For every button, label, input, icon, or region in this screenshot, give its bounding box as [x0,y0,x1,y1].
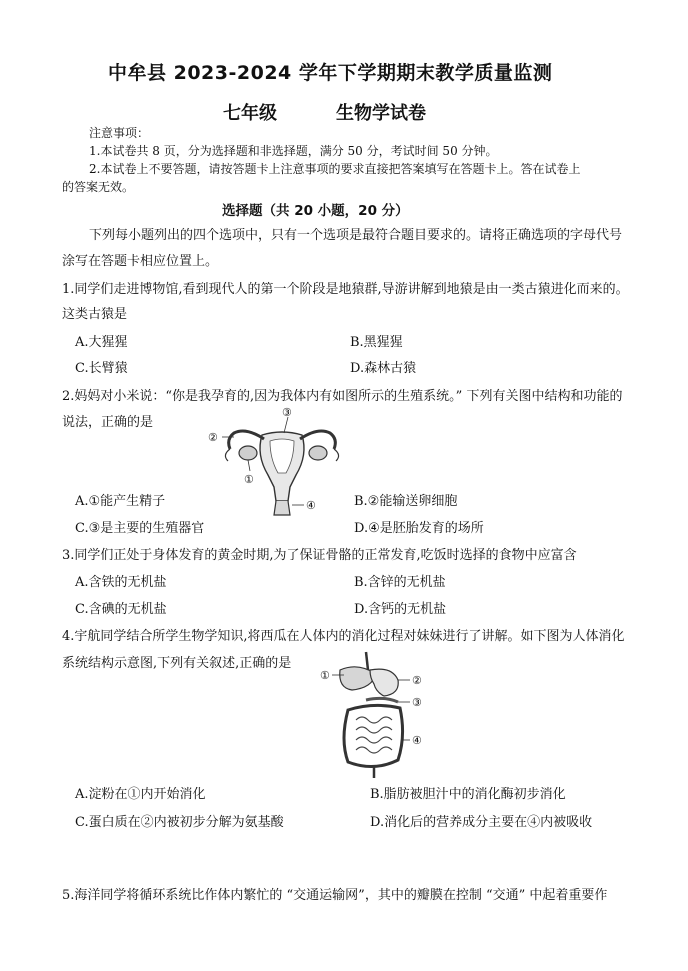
q2-stem-1: 2.妈妈对小米说：“你是我孕育的,因为我体内有如图所示的生殖系统。” 下列有关图中结构和功能的 [62,389,623,404]
q4-stem-1: 4.宇航同学结合所学生物学知识,将西瓜在人体内的消化过程对妹妹进行了讲解。如下图为人体消化 [62,629,625,644]
q4-label-2: ② [412,674,422,687]
section-title: 选择题（共 20 小题，20 分） [222,203,409,219]
notice-line-2b: 的答案无效。 [62,180,135,194]
q2-label-3: ③ [282,406,292,419]
q2-option-a: A.①能产生精子 [75,494,166,509]
exam-title: 中牟县 2023-2024 学年下学期期末教学质量监测 [108,62,553,84]
notice-line-1: 1.本试卷共 8 页，分为选择题和非选择题，满分 50 分，考试时间 50 分钟。 [89,144,498,158]
notice-line-2a: 2.本试卷上不要答题，请按答题卡上注意事项的要求直接把答案填写在答题卡上。答在试卷上 [89,162,581,176]
q3-option-a: A.含铁的无机盐 [75,575,167,590]
q4-option-b: B.脂肪被胆汁中的消化酶初步消化 [370,787,566,802]
q2-label-2: ② [208,431,218,444]
q1-stem-1: 1.同学们走进博物馆,看到现代人的第一个阶段是地猿群,导游讲解到地猿是由一类古猿进化而来的。 [62,282,629,297]
q2-option-c: C.③是主要的生殖器官 [75,521,205,536]
q2-option-b: B.②能输送卵细胞 [354,494,458,509]
notice-heading: 注意事项： [89,126,150,140]
q3-option-d: D.含钙的无机盐 [354,602,447,617]
subject-label: 生物学试卷 [336,103,426,124]
q2-option-d: D.④是胚胎发育的场所 [354,521,484,536]
q2-label-1: ① [244,473,254,486]
q4-option-c: C.蛋白质在②内被初步分解为氨基酸 [75,815,284,830]
q3-stem-1: 3.同学们正处于身体发育的黄金时期,为了保证骨骼的正常发育,吃饭时选择的食物中应富含 [62,548,577,563]
q4-option-a: A.淀粉在①内开始消化 [75,787,206,802]
ovary-left [239,446,257,460]
q1-option-a: A.大猩猩 [75,335,128,350]
ovary-right [309,446,327,460]
q1-stem-2: 这类古猿是 [62,307,128,322]
q2-stem-2: 说法，正确的是 [62,415,154,430]
q4-label-1: ① [320,669,330,682]
q4-label-3: ③ [412,696,422,709]
q1-option-d: D.森林古猿 [350,361,417,376]
digestive-system-diagram [318,650,428,785]
q4-stem-2: 系统结构示意图,下列有关叙述,正确的是 [62,656,292,671]
q5-stem-1: 5.海洋同学将循环系统比作体内繁忙的 “交通运输网”，其中的瓣膜在控制 “交通” 中起着重要作 [62,888,608,903]
grade-label: 七年级 [223,103,277,124]
q3-option-b: B.含锌的无机盐 [354,575,446,590]
q1-option-b: B.黑猩猩 [350,335,403,350]
q4-label-4: ④ [412,734,422,747]
section-intro-2: 涂写在答题卡相应位置上。 [62,254,219,269]
q3-option-c: C.含碘的无机盐 [75,602,167,617]
section-intro-1: 下列每小题列出的四个选项中，只有一个选项是最符合题目要求的。请将正确选项的字母代号 [89,228,623,243]
female-reproductive-diagram [200,405,340,520]
q2-label-4: ④ [306,499,316,512]
q4-option-d: D.消化后的营养成分主要在④内被吸收 [370,815,593,830]
q1-option-c: C.长臂猿 [75,361,128,376]
